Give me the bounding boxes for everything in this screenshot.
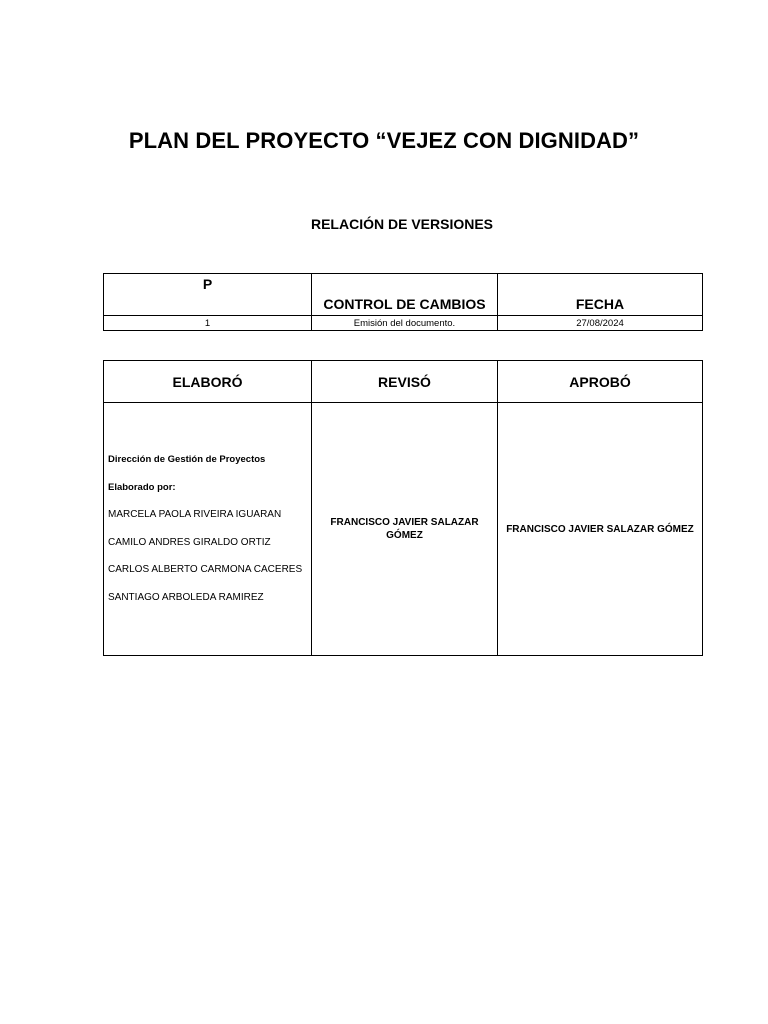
versions-header-row: [104, 274, 703, 316]
approvals-header-prepared: ELABORÓ: [104, 361, 312, 403]
author-name: SANTIAGO ARBOLEDA RAMIREZ: [108, 591, 264, 603]
table-row: [104, 316, 703, 331]
approved-by-cell: FRANCISCO JAVIER SALAZAR GÓMEZ: [498, 403, 703, 656]
prepared-cell: [104, 403, 312, 656]
approvals-header-row: [104, 361, 703, 403]
author-name: MARCELA PAOLA RIVEIRA IGUARAN: [108, 509, 282, 521]
approvals-table: [103, 360, 703, 656]
author-name: CARLOS ALBERTO CARMONA CACERES: [108, 564, 303, 576]
prepared-by-label: Elaborado por:: [108, 481, 176, 493]
versions-header-date: FECHA: [498, 274, 703, 316]
department-label: Dirección de Gestión de Proyectos: [108, 454, 266, 466]
versions-section-title: RELACIÓN DE VERSIONES: [310, 216, 494, 232]
approvals-body-row: [104, 403, 703, 656]
approvals-header-reviewed: REVISÓ: [312, 361, 498, 403]
author-name: CAMILO ANDRES GIRALDO ORTIZ: [108, 536, 271, 548]
versions-header-p: P: [104, 274, 312, 316]
reviewed-by-cell: FRANCISCO JAVIER SALAZAR GÓMEZ: [312, 403, 498, 656]
versions-table: [103, 273, 703, 331]
versions-header-changes: CONTROL DE CAMBIOS: [312, 274, 498, 316]
version-changes-cell: Emisión del documento.: [312, 316, 498, 331]
approvals-header-approved: APROBÓ: [498, 361, 703, 403]
document-title: PLAN DEL PROYECTO “VEJEZ CON DIGNIDAD”: [128, 128, 640, 153]
version-number-cell: 1: [104, 316, 312, 331]
version-date-cell: 27/08/2024: [498, 316, 703, 331]
